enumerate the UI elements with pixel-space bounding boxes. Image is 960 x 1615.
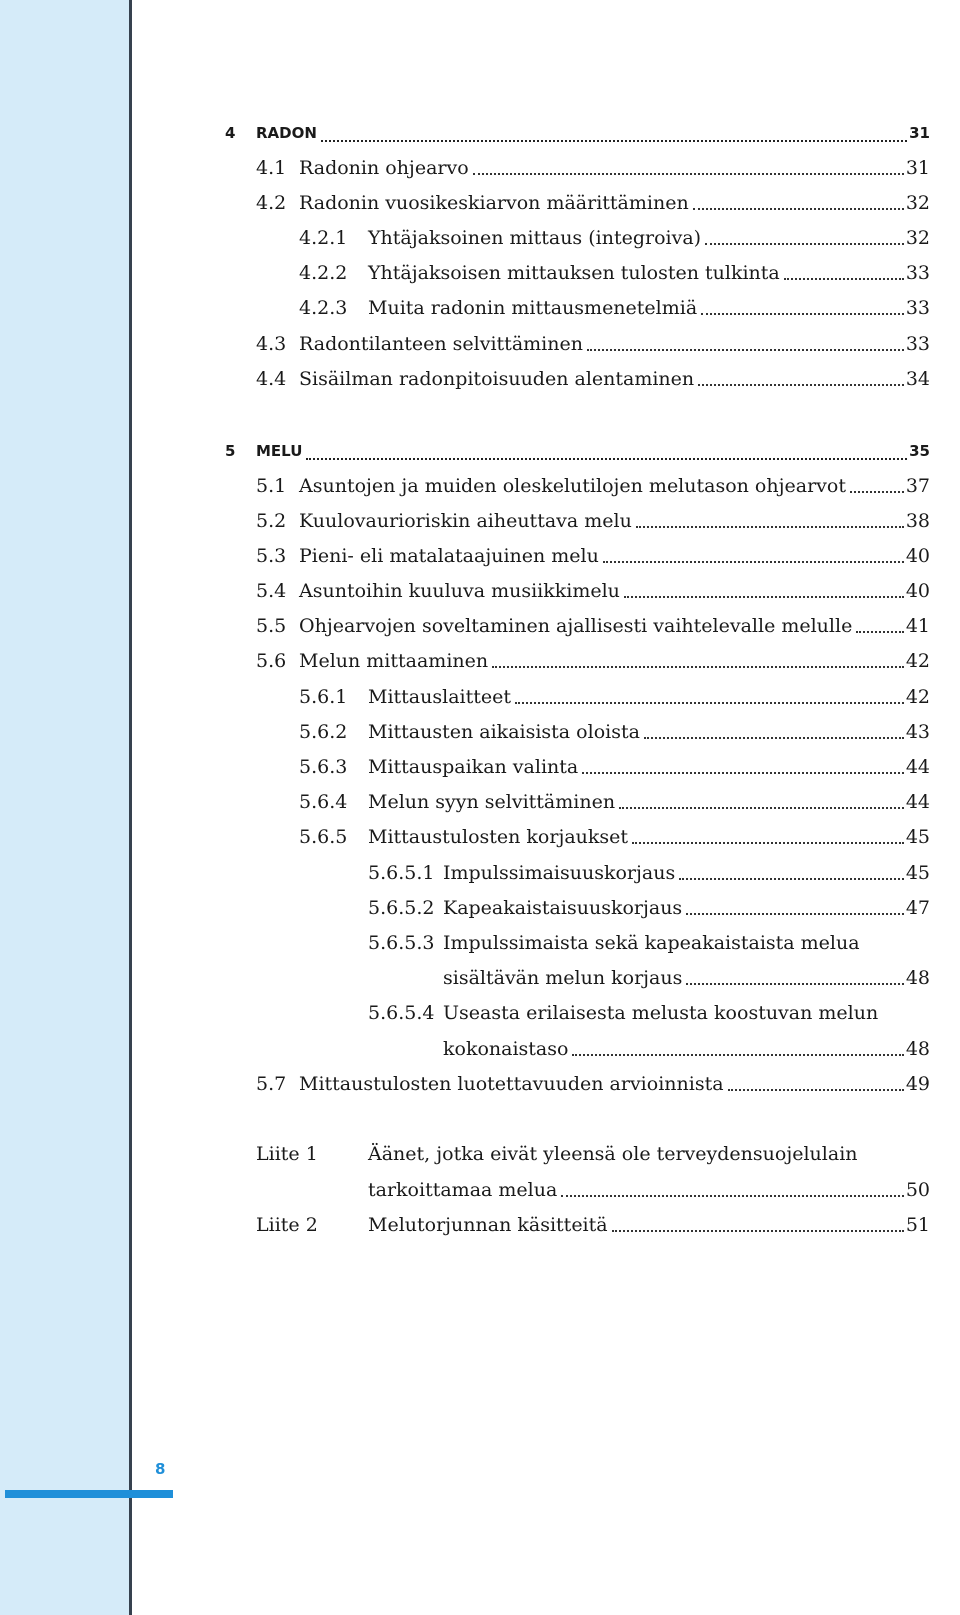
dot-leader	[306, 458, 907, 460]
toc-entry-title: Yhtäjaksoisen mittauksen tulosten tulkinta	[368, 262, 780, 284]
toc-entry-number: 5.2	[256, 510, 287, 532]
toc-entry-number: 5.6.5.3	[368, 932, 435, 954]
toc-entry-page: 43	[905, 721, 930, 743]
toc-entry	[0, 1175, 930, 1205]
toc-entry-page: 42	[905, 686, 930, 708]
dot-leader	[705, 243, 904, 245]
toc-entry-title: Melun syyn selvittäminen	[368, 791, 616, 813]
toc-entry-number: 5.6	[256, 650, 287, 672]
toc-entry-number: 4.2	[256, 192, 287, 214]
toc-entry-number: 5.5	[256, 615, 287, 637]
toc-entry	[0, 506, 930, 536]
dot-leader	[572, 1054, 903, 1056]
toc-entry-number: 5.6.2	[299, 721, 348, 743]
toc-entry-title: Pieni- eli matalataajuinen melu	[299, 545, 599, 567]
toc-entry	[0, 928, 930, 958]
toc-entry-page: 31	[905, 157, 930, 179]
toc-entry-title: Melutorjunnan käsitteitä	[368, 1214, 608, 1236]
toc-entry-title: Mittauslaitteet	[368, 686, 511, 708]
toc-entry-number: 5.6.5.1	[368, 862, 435, 884]
toc-entry-title: Radontilanteen selvittäminen	[299, 333, 583, 355]
dot-leader	[686, 983, 903, 985]
toc-entry	[0, 611, 930, 641]
toc-entry-number: 4.3	[256, 333, 287, 355]
dot-leader	[492, 666, 904, 668]
dot-leader	[515, 702, 904, 704]
toc-entry-title: Kuulovaurioriskin aiheuttava melu	[299, 510, 632, 532]
toc-entry-page: 44	[905, 791, 930, 813]
toc-entry	[0, 646, 930, 676]
dot-leader	[784, 278, 904, 280]
toc-entry-title: Sisäilman radonpitoisuuden alentaminen	[299, 368, 695, 390]
toc-entry	[0, 258, 930, 288]
toc-entry-number: 4.2.1	[299, 227, 348, 249]
toc-entry-page: 42	[905, 650, 930, 672]
dot-leader	[644, 737, 904, 739]
toc-entry-page: 35	[909, 442, 930, 460]
toc-entry-number: 5.6.4	[299, 791, 348, 813]
toc-entry	[0, 364, 930, 394]
toc-entry-title: Melun mittaaminen	[299, 650, 489, 672]
dot-leader	[321, 140, 907, 142]
toc-entry-number: 5.1	[256, 475, 287, 497]
toc-entry-page: 48	[905, 1038, 930, 1060]
page-number: 8	[155, 1460, 166, 1478]
toc-entry-title: Ohjearvojen soveltaminen ajallisesti vaihtelevalle melulle	[299, 615, 853, 637]
toc-entry-title: Asuntojen ja muiden oleskelutilojen melutason ohjearvot	[299, 475, 846, 497]
toc-entry-page: 33	[905, 262, 930, 284]
toc-entry	[0, 998, 930, 1028]
toc-entry-page: 32	[905, 227, 930, 249]
toc-entry	[0, 293, 930, 323]
toc-entry	[0, 752, 930, 782]
dot-leader	[587, 349, 904, 351]
toc-entry	[0, 223, 930, 253]
dot-leader	[850, 491, 904, 493]
toc-entry-title: RADON	[256, 124, 317, 142]
toc-entry-title: Mittausten aikaisista oloista	[368, 721, 640, 743]
dot-leader	[856, 631, 903, 633]
toc-entry-title: tarkoittamaa melua	[368, 1179, 558, 1201]
toc-entry	[0, 893, 930, 923]
dot-leader	[619, 807, 904, 809]
toc-entry-page: 33	[905, 333, 930, 355]
dot-leader	[686, 913, 904, 915]
toc-entry-page: 44	[905, 756, 930, 778]
toc-entry	[0, 1034, 930, 1064]
toc-entry	[0, 682, 930, 712]
toc-entry-title: MELU	[256, 442, 303, 460]
toc-entry-title: Kapeakaistaisuuskorjaus	[443, 897, 683, 919]
toc-entry-number: 5	[225, 442, 236, 460]
toc-entry	[0, 1210, 930, 1240]
toc-entry-number: 5.4	[256, 580, 287, 602]
toc-entry-number: 5.6.1	[299, 686, 348, 708]
toc-entry-number: 4.2.2	[299, 262, 348, 284]
toc-entry-page: 45	[905, 826, 930, 848]
toc-entry-page: 45	[905, 862, 930, 884]
dot-leader	[624, 596, 904, 598]
toc-entry-page: 32	[905, 192, 930, 214]
toc-entry-title: Impulssimaisuuskorjaus	[443, 862, 676, 884]
toc-entry-number: 5.7	[256, 1073, 287, 1095]
toc-entry	[0, 717, 930, 747]
toc-entry-page: 48	[905, 967, 930, 989]
toc-chapter-entry	[0, 118, 930, 148]
toc-entry-title: sisältävän melun korjaus	[443, 967, 683, 989]
toc-entry-page: 50	[905, 1179, 930, 1201]
toc-entry-page: 49	[905, 1073, 930, 1095]
toc-entry-number: 4.2.3	[299, 297, 348, 319]
toc-entry-title: Impulssimaista sekä kapeakaistaista melua	[443, 932, 860, 954]
dot-leader	[698, 384, 904, 386]
dot-leader	[679, 878, 904, 880]
dot-leader	[582, 772, 904, 774]
toc-entry	[0, 153, 930, 183]
toc-entry	[0, 1069, 930, 1099]
toc-entry-page: 47	[905, 897, 930, 919]
toc-entry-title: Mittauspaikan valinta	[368, 756, 579, 778]
toc-entry-page: 34	[905, 368, 930, 390]
toc-entry-number: 5.3	[256, 545, 287, 567]
toc-entry	[0, 858, 930, 888]
toc-entry	[0, 787, 930, 817]
toc-entry-page: 51	[905, 1214, 930, 1236]
toc-entry-number: Liite 2	[256, 1214, 318, 1236]
toc-entry	[0, 963, 930, 993]
toc-entry	[0, 471, 930, 501]
toc-entry-title: Muita radonin mittausmenetelmiä	[368, 297, 698, 319]
toc-entry-page: 37	[905, 475, 930, 497]
page-number-bar	[5, 1490, 173, 1498]
toc-entry-number: 4.1	[256, 157, 287, 179]
toc-entry-number: Liite 1	[256, 1143, 318, 1165]
toc-entry-number: 5.6.3	[299, 756, 348, 778]
dot-leader	[693, 208, 904, 210]
dot-leader	[636, 526, 904, 528]
toc-entry-title: Radonin vuosikeskiarvon määrittäminen	[299, 192, 689, 214]
toc-entry-title: Mittaustulosten luotettavuuden arvioinnista	[299, 1073, 724, 1095]
toc-entry-title: Mittaustulosten korjaukset	[368, 826, 629, 848]
toc-entry-title: Useasta erilaisesta melusta koostuvan melun	[443, 1002, 879, 1024]
dot-leader	[603, 561, 904, 563]
toc-entry-page: 41	[905, 615, 930, 637]
toc-entry-title: kokonaistaso	[443, 1038, 569, 1060]
toc-entry	[0, 188, 930, 218]
dot-leader	[701, 313, 904, 315]
dot-leader	[632, 842, 904, 844]
toc-entry	[0, 541, 930, 571]
toc-entry-number: 5.6.5.4	[368, 1002, 435, 1024]
toc-chapter-entry	[0, 436, 930, 466]
toc-entry-page: 33	[905, 297, 930, 319]
toc-entry-page: 40	[905, 545, 930, 567]
toc-entry	[0, 822, 930, 852]
toc-entry-title: Asuntoihin kuuluva musiikkimelu	[299, 580, 620, 602]
toc-entry-number: 4	[225, 124, 236, 142]
dot-leader	[473, 173, 904, 175]
toc-entry-title: Äänet, jotka eivät yleensä ole terveydensuojelulain	[368, 1143, 858, 1165]
dot-leader	[728, 1089, 904, 1091]
toc-entry-title: Radonin ohjearvo	[299, 157, 469, 179]
dot-leader	[612, 1230, 904, 1232]
dot-leader	[561, 1195, 904, 1197]
toc-entry-number: 4.4	[256, 368, 287, 390]
toc-entry	[0, 329, 930, 359]
toc-entry-page: 31	[909, 124, 930, 142]
toc-entry-page: 38	[905, 510, 930, 532]
toc-entry-title: Yhtäjaksoinen mittaus (integroiva)	[368, 227, 702, 249]
toc-entry	[0, 1139, 930, 1169]
toc-entry	[0, 576, 930, 606]
toc-entry-number: 5.6.5.2	[368, 897, 435, 919]
toc-entry-number: 5.6.5	[299, 826, 348, 848]
toc-entry-page: 40	[905, 580, 930, 602]
